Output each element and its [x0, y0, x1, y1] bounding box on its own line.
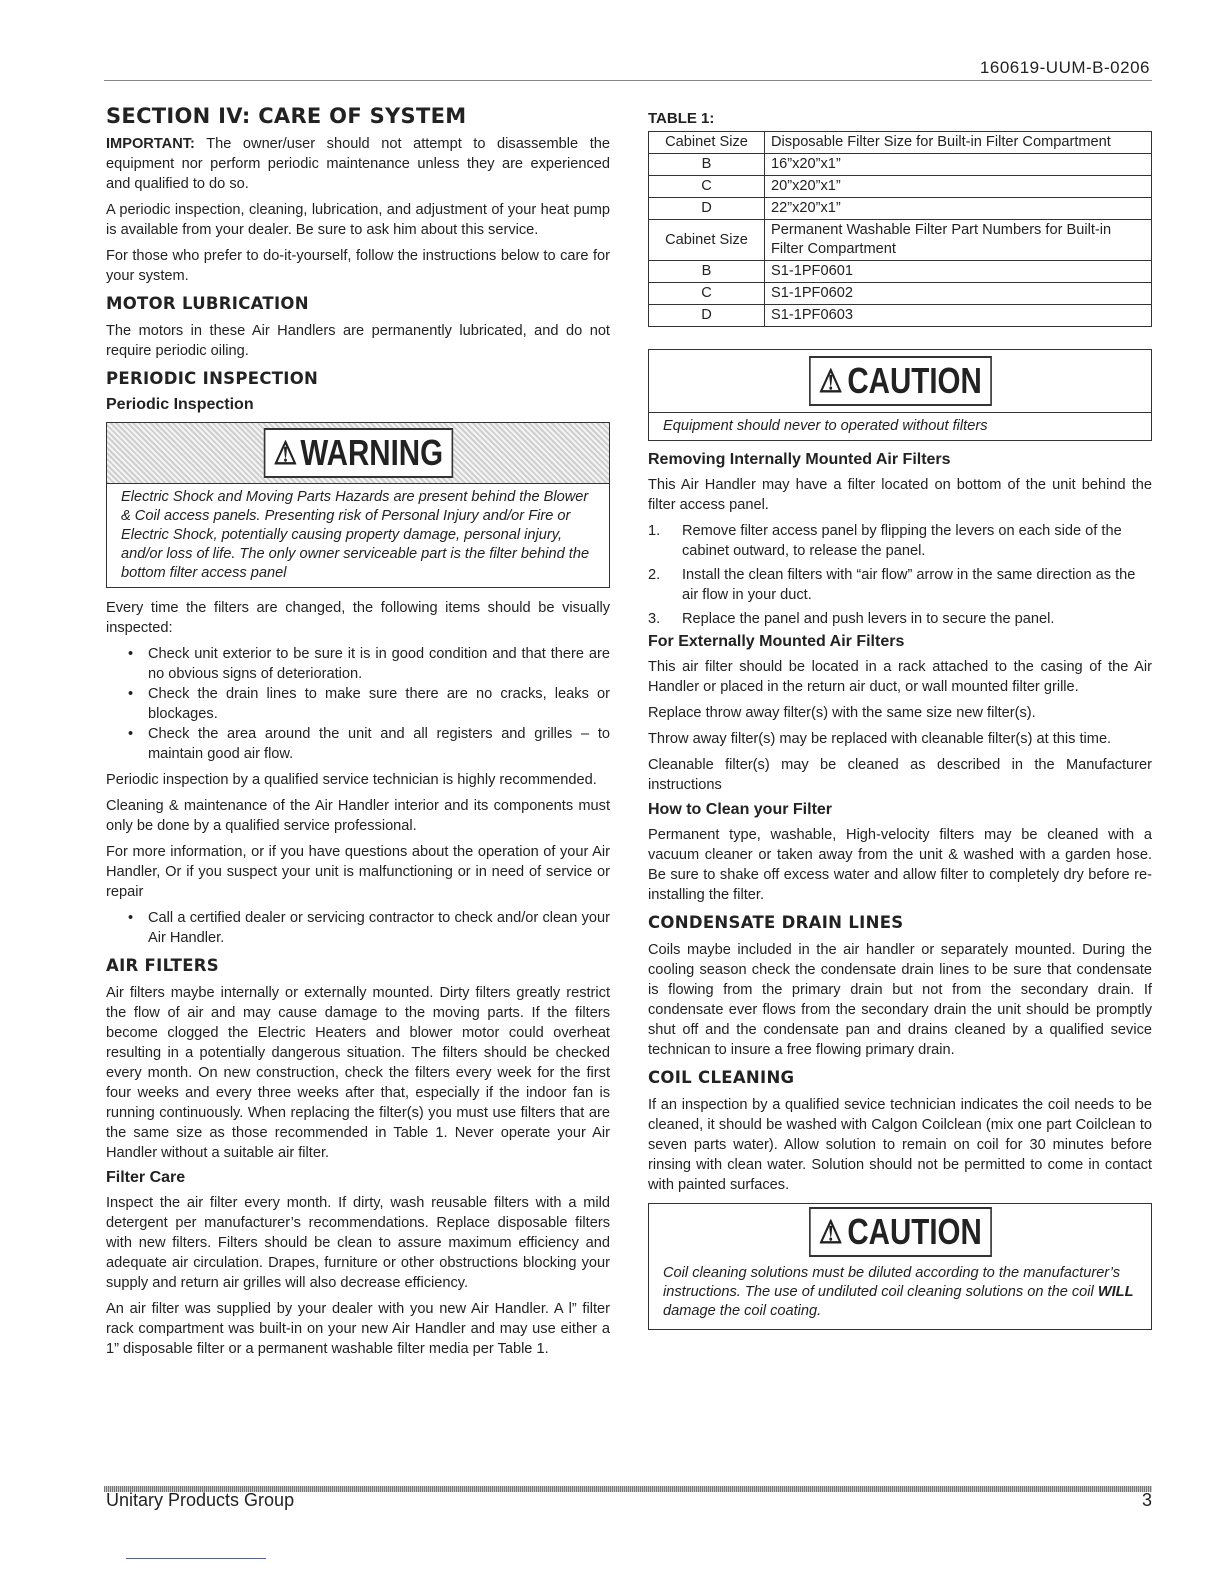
replace-text: Replace throw away filter(s) with the same size new filter(s). — [648, 705, 1036, 721]
table-cell: 22”x20”x1” — [765, 198, 1152, 220]
bottom-line — [126, 1558, 266, 1559]
coil-cleaning-text: If an inspection by a qualified sevice technician indicates the coil needs to be cleaned, it should be washed with Calgon Coilclean (mix one part Coilclean to seven parts water). Allow solution to remain on coil for 30 minutes before rinsing with clean water. Solution should not be permitted to come in contact with painted surfaces. — [648, 1097, 1152, 1193]
condensate-heading: CONDENSATE DRAIN LINES — [648, 913, 904, 932]
warning-triangle-icon: ⚠ — [273, 435, 297, 471]
caution-text-a: Coil cleaning solutions must be diluted according to the manufacturer’s instructions. The use of undiluted coil cleaning solutions on the coil — [663, 1265, 1120, 1300]
caution-text: Equipment should never to operated without filters — [649, 412, 1151, 440]
service-list — [106, 908, 610, 948]
step-number: 2. — [648, 567, 661, 583]
important-text: The owner/user should not attempt to disassemble the equipment nor perform periodic maintenance unless they are experienced and qualified to do so. — [106, 136, 610, 192]
warning-text: Electric Shock and Moving Parts Hazards are present behind the Blower & Coil access panels. Presenting risk of Personal Injury and/or Fire or Electric Shock, potentially causing property damage, personal injury, and/or loss of life. The only owner serviceable part is the filter behind the bottom filter access panel — [121, 489, 590, 581]
caution-label — [809, 1207, 992, 1257]
section-title: SECTION IV: CARE OF SYSTEM — [106, 104, 467, 128]
warning-label-text: WARNING — [300, 432, 443, 473]
removing-filters-text: This Air Handler may have a filter located on bottom of the unit behind the filter access panel. — [648, 477, 1152, 513]
table-cell: D — [649, 198, 765, 220]
recommended-paragraph: Periodic inspection by a qualified service technician is highly recommended. — [106, 772, 597, 788]
caution-label-text: CAUTION — [846, 1211, 982, 1252]
step-number: 1. — [648, 523, 661, 539]
removal-steps — [648, 521, 1152, 629]
caution-triangle-icon: ⚠ — [818, 363, 843, 399]
caution-box-coil — [648, 1203, 1152, 1330]
table-header-cell: Permanent Washable Filter Part Numbers for Built-in Filter Compartment — [765, 220, 1152, 261]
filter-supplied-text: An air filter was supplied by your dealer with you new Air Handler. A l” filter rack compartment was built-in on your new Air Handler and may use either a 1” disposable filter or a permanent washable filter media per Table 1. — [106, 1301, 610, 1357]
table-header-row — [649, 220, 1152, 261]
caution-text — [649, 1260, 1151, 1329]
table-cell: 16”x20”x1” — [765, 154, 1152, 176]
air-filters-text: Air filters maybe internally or externally mounted. Dirty filters greatly restrict the flow of air and may cause damage to the moving parts. If the filters become clogged the Electric Heaters and blower motor could overheat resulting in a potentially dangerous situation. The filters should be checked every month. On new construction, check the filters every week for the first four weeks and every three weeks after that, especially if the indoor fan is running continuously. When replacing the filter(s) you must use filters that are the same size as those recommended in Table 1. Never operate your Air Handler without a suitable air filter. — [106, 985, 610, 1161]
caution-text-b: damage the coil coating. — [663, 1303, 822, 1319]
warning-label — [263, 428, 452, 478]
important-paragraph — [106, 134, 610, 194]
table-cell: S1-1PF0603 — [765, 305, 1152, 327]
list-item — [648, 521, 1152, 561]
caution-header — [649, 1204, 1151, 1260]
diy-paragraph: For those who prefer to do-it-yourself, follow the instructions below to care for your system. — [106, 248, 610, 284]
table-row — [649, 305, 1152, 327]
list-item: • Check the area around the unit and all registers and grilles – to maintain good air flow. — [148, 724, 610, 764]
list-item: • Call a certified dealer or servicing contractor to check and/or clean your Air Handler. — [148, 908, 610, 948]
motor-lubrication-heading: MOTOR LUBRICATION — [106, 294, 309, 313]
air-filters-heading: AIR FILTERS — [106, 956, 219, 975]
list-item — [648, 609, 1152, 629]
list-item: • Check the drain lines to make sure there are no cracks, leaks or blockages. — [148, 684, 610, 724]
how-to-clean-text: Permanent type, washable, High-velocity filters may be cleaned with a vacuum cleaner or taken away from the unit & washed with a garden hose. Be sure to shake off excess water and allow filter to completely dry before re-installing the filter. — [648, 827, 1152, 903]
cleaning-paragraph: Cleaning & maintenance of the Air Handler interior and its components must only be done by a qualified service professional. — [106, 798, 610, 834]
inspection-paragraph: A periodic inspection, cleaning, lubrication, and adjustment of your heat pump is available from your dealer. Be sure to ask him about this service. — [106, 202, 610, 238]
table-row — [649, 261, 1152, 283]
page-number: 3 — [1141, 1490, 1152, 1510]
list-item: • Check unit exterior to be sure it is in good condition and that there are no obvious signs of deterioration. — [148, 644, 610, 684]
important-label: IMPORTANT: — [106, 136, 195, 152]
document-id: 160619-UUM-B-0206 — [979, 58, 1150, 77]
table-row — [649, 198, 1152, 220]
step-text: Remove filter access panel by flipping the levers on each side of the cabinet outward, to release the panel. — [682, 523, 1122, 559]
header-rule — [104, 80, 1152, 81]
condensate-text: Coils maybe included in the air handler or separately mounted. During the cooling season check the condensate drain lines to be sure that condensate is flowing from the primary drain but not from the secondary drain. If condensate ever flows from the secondary drain the unit should be promptly shut off and the condensate pan and drains cleaned by a qualified sevice technican to insure a free flowing primary drain. — [648, 942, 1152, 1058]
motor-lubrication-text: The motors in these Air Handlers are permanently lubricated, and do not require periodic oiling. — [106, 323, 610, 359]
step-number: 3. — [648, 611, 661, 627]
caution-header — [649, 350, 1151, 412]
step-text: Install the clean filters with “air flow” arrow in the same direction as the air flow in your duct. — [682, 567, 1136, 603]
every-time-paragraph: Every time the filters are changed, the following items should be visually inspected: — [106, 600, 610, 636]
table-cell: C — [649, 176, 765, 198]
external-filters-text: This air filter should be located in a rack attached to the casing of the Air Handler or placed in the return air duct, or wall mounted filter grille. — [648, 659, 1152, 695]
table-row — [649, 176, 1152, 198]
table-header-cell: Cabinet Size — [649, 132, 765, 154]
list-item — [648, 565, 1152, 605]
inspection-checklist — [106, 644, 610, 764]
table-cell: B — [649, 261, 765, 283]
table-cell: S1-1PF0601 — [765, 261, 1152, 283]
table-cell: B — [649, 154, 765, 176]
external-filters-heading: For Externally Mounted Air Filters — [648, 633, 905, 650]
caution-label — [809, 356, 992, 406]
filter-care-heading: Filter Care — [106, 1169, 186, 1186]
caution-label-text: CAUTION — [846, 360, 982, 401]
step-text: Replace the panel and push levers in to secure the panel. — [682, 611, 1055, 627]
table-row — [649, 154, 1152, 176]
footer-company: Unitary Products Group — [106, 1490, 295, 1510]
filter-size-table — [648, 131, 1152, 327]
table-row — [649, 283, 1152, 305]
periodic-inspection-subheading: Periodic Inspection — [106, 396, 254, 413]
table-cell: S1-1PF0602 — [765, 283, 1152, 305]
caution-triangle-icon: ⚠ — [818, 1214, 843, 1250]
coil-cleaning-heading: COIL CLEANING — [648, 1068, 795, 1087]
warning-header — [107, 423, 609, 484]
right-column — [648, 104, 1152, 1340]
how-to-clean-heading: How to Clean your Filter — [648, 801, 833, 818]
table-title: TABLE 1: — [648, 110, 715, 127]
table-header-row — [649, 132, 1152, 154]
removing-filters-heading: Removing Internally Mounted Air Filters — [648, 451, 951, 468]
table-cell: 20”x20”x1” — [765, 176, 1152, 198]
periodic-inspection-heading: PERIODIC INSPECTION — [106, 369, 319, 388]
throw-away-text: Throw away filter(s) may be replaced with cleanable filter(s) at this time. — [648, 731, 1112, 747]
caution-box-filters — [648, 349, 1152, 441]
caution-text-bold: WILL — [1097, 1284, 1134, 1300]
left-column — [106, 104, 610, 1365]
filter-care-text: Inspect the air filter every month. If dirty, wash reusable filters with a mild detergent per manufacturer’s recommendations. Replace disposable filters with new filters. Filters should be clean to assure maximum efficiency and adequate air circulation. Drapes, furniture or other obstructions blocking your supply and return air grilles will also decrease efficiency. — [106, 1195, 610, 1291]
table-cell: D — [649, 305, 765, 327]
more-info-paragraph: For more information, or if you have questions about the operation of your Air Handler, Or if you suspect your unit is malfunctioning or in need of service or repair — [106, 844, 610, 900]
cleanable-text: Cleanable filter(s) may be cleaned as described in the Manufacturer instructions — [648, 757, 1152, 793]
table-header-cell: Disposable Filter Size for Built-in Filter Compartment — [765, 132, 1152, 154]
table-header-cell: Cabinet Size — [649, 220, 765, 261]
warning-box — [106, 422, 610, 588]
table-cell: C — [649, 283, 765, 305]
